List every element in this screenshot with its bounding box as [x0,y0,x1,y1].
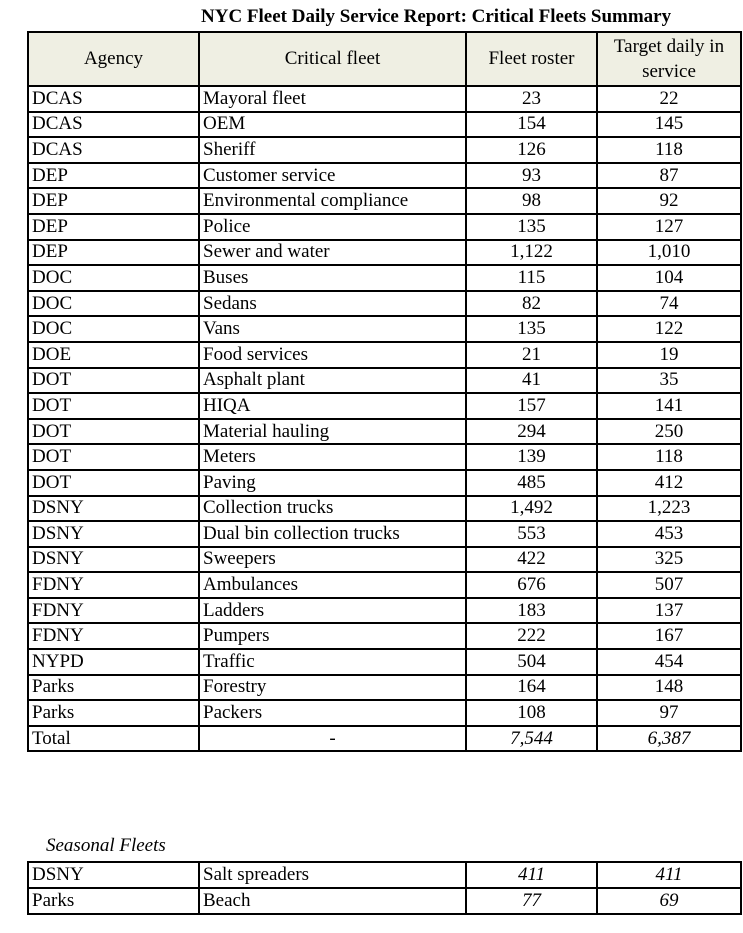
roster-cell: 411 [466,862,597,888]
roster-cell: 93 [466,163,597,189]
agency-cell: DCAS [28,112,199,138]
table-row [28,137,741,163]
header-target-daily [597,32,741,86]
agency-cell: DCAS [28,86,199,112]
roster-cell: 126 [466,137,597,163]
target-cell: 453 [597,521,741,547]
table-row [28,188,741,214]
roster-cell: 1,492 [466,496,597,522]
table-row [28,163,741,189]
target-cell: 325 [597,547,741,573]
total-roster: 7,544 [466,726,597,752]
table-row [28,496,741,522]
target-cell: 118 [597,444,741,470]
agency-cell: DEP [28,188,199,214]
target-cell: 412 [597,470,741,496]
fleet-cell: Dual bin collection trucks [199,521,466,547]
roster-cell: 222 [466,623,597,649]
target-cell: 1,010 [597,240,741,266]
table-row [28,265,741,291]
table-row [28,470,741,496]
target-cell: 250 [597,419,741,445]
roster-cell: 183 [466,598,597,624]
table-row [28,888,741,914]
table-row [28,214,741,240]
agency-cell: Parks [28,888,199,914]
roster-cell: 422 [466,547,597,573]
roster-cell: 82 [466,291,597,317]
roster-cell: 1,122 [466,240,597,266]
target-cell: 69 [597,888,741,914]
agency-cell: DOT [28,393,199,419]
target-cell: 167 [597,623,741,649]
agency-cell: DSNY [28,521,199,547]
table-row [28,342,741,368]
target-cell: 92 [597,188,741,214]
agency-cell: Parks [28,675,199,701]
fleet-cell: Environmental compliance [199,188,466,214]
agency-cell: FDNY [28,598,199,624]
critical-fleets-table [27,31,742,752]
fleet-cell: Police [199,214,466,240]
table-row [28,598,741,624]
fleet-cell: Forestry [199,675,466,701]
table-row [28,368,741,394]
fleet-cell: Packers [199,700,466,726]
table-row [28,623,741,649]
agency-cell: DEP [28,240,199,266]
target-cell: 104 [597,265,741,291]
table-row [28,547,741,573]
agency-cell: DOC [28,291,199,317]
agency-cell: FDNY [28,572,199,598]
roster-cell: 41 [466,368,597,394]
roster-cell: 135 [466,214,597,240]
agency-cell: DSNY [28,862,199,888]
fleet-cell: Sheriff [199,137,466,163]
fleet-cell: Sewer and water [199,240,466,266]
table-row [28,700,741,726]
roster-cell: 485 [466,470,597,496]
roster-cell: 154 [466,112,597,138]
roster-cell: 553 [466,521,597,547]
fleet-cell: Mayoral fleet [199,86,466,112]
agency-cell: DOT [28,444,199,470]
roster-cell: 115 [466,265,597,291]
table-row [28,444,741,470]
roster-cell: 108 [466,700,597,726]
header-critical-fleet: Critical fleet [199,32,466,86]
fleet-cell: Salt spreaders [199,862,466,888]
agency-cell: DOT [28,470,199,496]
roster-cell: 135 [466,316,597,342]
roster-cell: 21 [466,342,597,368]
fleet-cell: Traffic [199,649,466,675]
total-fleet-cell: - [199,726,466,752]
agency-cell: DSNY [28,496,199,522]
target-cell: 74 [597,291,741,317]
target-cell: 19 [597,342,741,368]
header-target-line1: Target daily in [613,36,725,57]
table-row [28,316,741,342]
table-row [28,649,741,675]
roster-cell: 77 [466,888,597,914]
agency-cell: FDNY [28,623,199,649]
target-cell: 22 [597,86,741,112]
target-cell: 118 [597,137,741,163]
agency-cell: NYPD [28,649,199,675]
fleet-cell: Collection trucks [199,496,466,522]
fleet-cell: Sweepers [199,547,466,573]
agency-cell: DOE [28,342,199,368]
target-cell: 507 [597,572,741,598]
table-row [28,393,741,419]
table-row [28,240,741,266]
total-target: 6,387 [597,726,741,752]
roster-cell: 139 [466,444,597,470]
target-cell: 97 [597,700,741,726]
table-row [28,419,741,445]
roster-cell: 294 [466,419,597,445]
fleet-cell: Asphalt plant [199,368,466,394]
fleet-cell: Beach [199,888,466,914]
table-row [28,572,741,598]
table-row [28,112,741,138]
roster-cell: 157 [466,393,597,419]
target-cell: 35 [597,368,741,394]
agency-cell: DCAS [28,137,199,163]
roster-cell: 676 [466,572,597,598]
fleet-cell: OEM [199,112,466,138]
report-title: NYC Fleet Daily Service Report: Critical Fleets Summary [201,6,672,27]
target-cell: 141 [597,393,741,419]
agency-cell: DOT [28,368,199,394]
header-fleet-roster: Fleet roster [466,32,597,86]
agency-cell: DOC [28,316,199,342]
fleet-cell: Pumpers [199,623,466,649]
fleet-cell: Paving [199,470,466,496]
roster-cell: 504 [466,649,597,675]
fleet-cell: Buses [199,265,466,291]
target-cell: 87 [597,163,741,189]
roster-cell: 23 [466,86,597,112]
seasonal-fleets-label: Seasonal Fleets [46,835,166,856]
roster-cell: 164 [466,675,597,701]
agency-cell: DSNY [28,547,199,573]
fleet-cell: Ladders [199,598,466,624]
header-row [28,32,741,86]
total-row [28,726,741,752]
fleet-cell: Ambulances [199,572,466,598]
target-cell: 148 [597,675,741,701]
fleet-cell: Vans [199,316,466,342]
fleet-cell: Customer service [199,163,466,189]
agency-cell: DOT [28,419,199,445]
target-cell: 127 [597,214,741,240]
table-row [28,291,741,317]
agency-cell: DOC [28,265,199,291]
fleet-cell: Meters [199,444,466,470]
agency-cell: DEP [28,214,199,240]
target-cell: 145 [597,112,741,138]
table-row [28,675,741,701]
target-cell: 137 [597,598,741,624]
seasonal-fleets-table [27,861,742,915]
table-row [28,521,741,547]
target-cell: 454 [597,649,741,675]
table-row [28,862,741,888]
fleet-cell: HIQA [199,393,466,419]
target-cell: 411 [597,862,741,888]
fleet-cell: Food services [199,342,466,368]
header-target-line2: service [642,61,696,82]
agency-cell: Parks [28,700,199,726]
header-agency: Agency [28,32,199,86]
total-label: Total [28,726,199,752]
fleet-cell: Material hauling [199,419,466,445]
target-cell: 1,223 [597,496,741,522]
target-cell: 122 [597,316,741,342]
fleet-cell: Sedans [199,291,466,317]
table-row [28,86,741,112]
roster-cell: 98 [466,188,597,214]
agency-cell: DEP [28,163,199,189]
